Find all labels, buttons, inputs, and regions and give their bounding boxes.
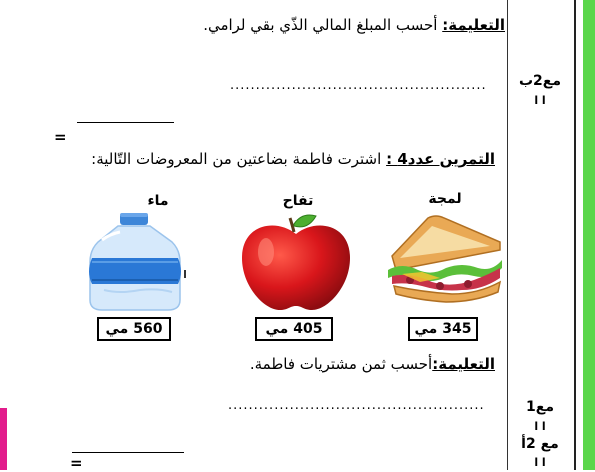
- equals-sign-1: =: [54, 128, 67, 146]
- instruction-2-text: أحسب ثمن مشتريات فاطمة.: [249, 355, 433, 373]
- equals-sign-2: =: [70, 454, 83, 472]
- instruction-1: [203, 16, 505, 34]
- instruction-2: [250, 355, 495, 373]
- side-sub-bottom: ا ا: [534, 456, 546, 469]
- sandwich-image: [382, 212, 506, 304]
- exercise-4: [91, 150, 495, 168]
- instruction-2-label: التعليمة:: [432, 355, 495, 373]
- side-code-bottom: مع 2أ: [521, 436, 559, 452]
- answer-line-2[interactable]: [72, 452, 184, 453]
- answer-dots-1[interactable]: ..................................................: [230, 78, 487, 93]
- side-sub-mid: ا ا: [534, 420, 546, 433]
- page-border-line: [574, 0, 576, 470]
- water-bottle-image: [80, 210, 190, 314]
- answer-dots-2[interactable]: ..................................................: [228, 398, 485, 413]
- item-name-water: ماء: [147, 193, 169, 209]
- side-code-mid: مع1: [526, 399, 554, 415]
- pink-margin-decoration: [0, 408, 7, 470]
- price-box-apple: 405 مي: [255, 317, 333, 341]
- side-sub-top: ا ا: [534, 94, 546, 107]
- item-name-apple: تفاح: [282, 193, 314, 209]
- margin-separator: [507, 0, 508, 470]
- exercise-4-label: التمرين عدد4 :: [386, 150, 495, 168]
- answer-line-1[interactable]: [77, 122, 174, 123]
- price-box-sandwich: 345 مي: [408, 317, 478, 341]
- instruction-1-label: التعليمة:: [442, 16, 505, 34]
- page-border-green: [583, 0, 595, 470]
- exercise-4-text: اشترت فاطمة بضاعتين من المعروضات التّالية:: [91, 150, 387, 168]
- instruction-1-text: أحسب المبلغ المالي الذّي بقي لرامي.: [203, 16, 443, 34]
- item-name-sandwich: لمجة: [428, 191, 462, 207]
- side-code-top: مع2ب: [518, 73, 562, 89]
- price-box-water: 560 مي: [97, 317, 171, 341]
- apple-image: [236, 210, 356, 312]
